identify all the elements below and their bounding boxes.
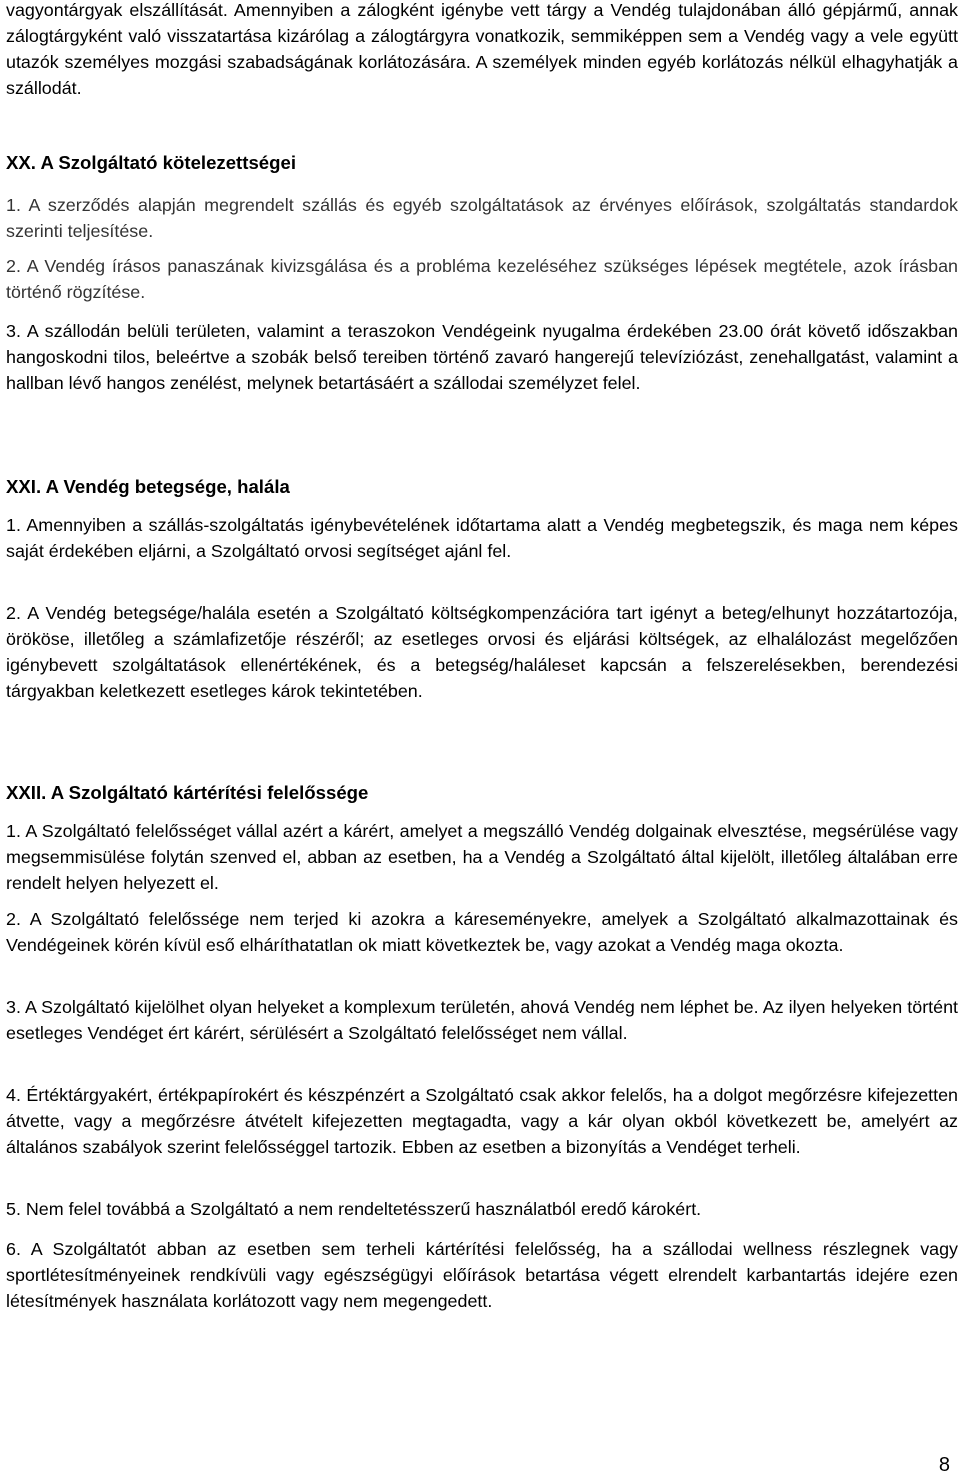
section-heading-xx: XX. A Szolgáltató kötelezettségei [6,152,296,173]
paragraph: 2. A Szolgáltató felelőssége nem terjed ki azokra a káreseményekre, amelyek a Szolgáltató alkalmazottainak és Vendégeinek körén kívül eső elháríthatatlan ok miatt következtek be, vagy azokat a Vendég maga okozta. [6,909,958,955]
paragraph: 1. Amennyiben a szállás-szolgáltatás igénybevételének időtartama alatt a Vendég megbetegszik, és maga nem képes saját érdekében eljárni, a Szolgáltató orvosi segítséget ajánl fel. [6,515,958,561]
paragraph: 4. Értéktárgyakért, értékpapírokért és készpénzért a Szolgáltató csak akkor felelős, ha a dolgot megőrzésre kifejezetten átvette, vagy a megőrzésre átvételt kifejezetten megtagadta, vagy a kár olyan okból következett be, amelyért az általános szabályok szerint felelősséggel tartozik. Ebben az esetben a bizonyítás a Vendéget terheli. [6,1085,958,1157]
paragraph: 2. A Vendég írásos panaszának kivizsgálása és a probléma kezeléséhez szükséges lépések megtétele, azok írásban történő rögzítése. [6,256,958,302]
section-heading-xxi: XXI. A Vendég betegsége, halála [6,476,290,497]
page-number: 8 [938,1454,950,1476]
paragraph: 1. A szerződés alapján megrendelt szállás és egyéb szolgáltatások az érvényes előírások, szolgáltatás standardok szerinti teljesítése. [6,195,958,241]
paragraph: 3. A Szolgáltató kijelölhet olyan helyeket a komplexum területén, ahová Vendég nem léphet be. Az ilyen helyeken történt esetleges Vendéget ért kárért, sérülésért a Szolgáltató felelősséget nem vállal. [6,997,958,1043]
section-heading-xxii: XXII. A Szolgáltató kártérítési felelőssége [6,782,369,803]
paragraph: 2. A Vendég betegsége/halála esetén a Szolgáltató költségkompenzációra tart igényt a beteg/elhunyt hozzátartozója, örököse, illetőleg a számlafizetője részéről; az esetleges orvosi és eljárási költségek, az elhalálozást megelőzően igénybevett szolgáltatások ellenértékének, és a betegség/haláleset kapcsán a felszerelésekben, berendezési tárgyakban keletkezett esetleges károk tekintetében. [6,603,958,701]
paragraph: 3. A szállodán belüli területen, valamint a teraszokon Vendégeink nyugalma érdekében 23.00 órát követő időszakban hangoskodni tilos, beleértve a szobák belső tereiben történő zavaró hangerejű televíziózást, zenehallgatást, valamint a hallban lévő hangos zenélést, melynek betartásáért a szállodai személyzet felel. [6,321,958,393]
paragraph: 5. Nem felel továbbá a Szolgáltató a nem rendeltetésszerű használatból eredő károkért. [6,1199,702,1219]
paragraph: 1. A Szolgáltató felelősséget vállal azért a kárért, amelyet a megszálló Vendég dolgainak elvesztése, megsérülése vagy megsemmisülése folytán szenved el, abban az esetben, ha a Vendég a Szolgáltató által kijelölt, illetőleg általában erre rendelt helyen helyezett el. [6,821,958,893]
intro-paragraph: vagyontárgyak elszállítását. Amennyiben a zálogként igénybe vett tárgy a Vendég tulajdonában álló gépjármű, annak zálogtárgyként való visszatartása kizárólag a zálogtárgyra vonatkozik, semmiképpen sem a Vendég vagy a vele együtt utazók személyes mozgási szabadságának korlátozására. A személyek minden egyéb korlátozás nélkül elhagyhatják a szállodát. [6,0,958,98]
paragraph: 6. A Szolgáltatót abban az esetben sem terheli kártérítési felelősség, ha a szállodai wellness részlegnek vagy sportlétesítményeinek rendkívüli vagy egészségügyi előírások betartása végett elrendelt karbantartás idejére ezen létesítmények használata korlátozott vagy nem megengedett. [6,1239,958,1311]
